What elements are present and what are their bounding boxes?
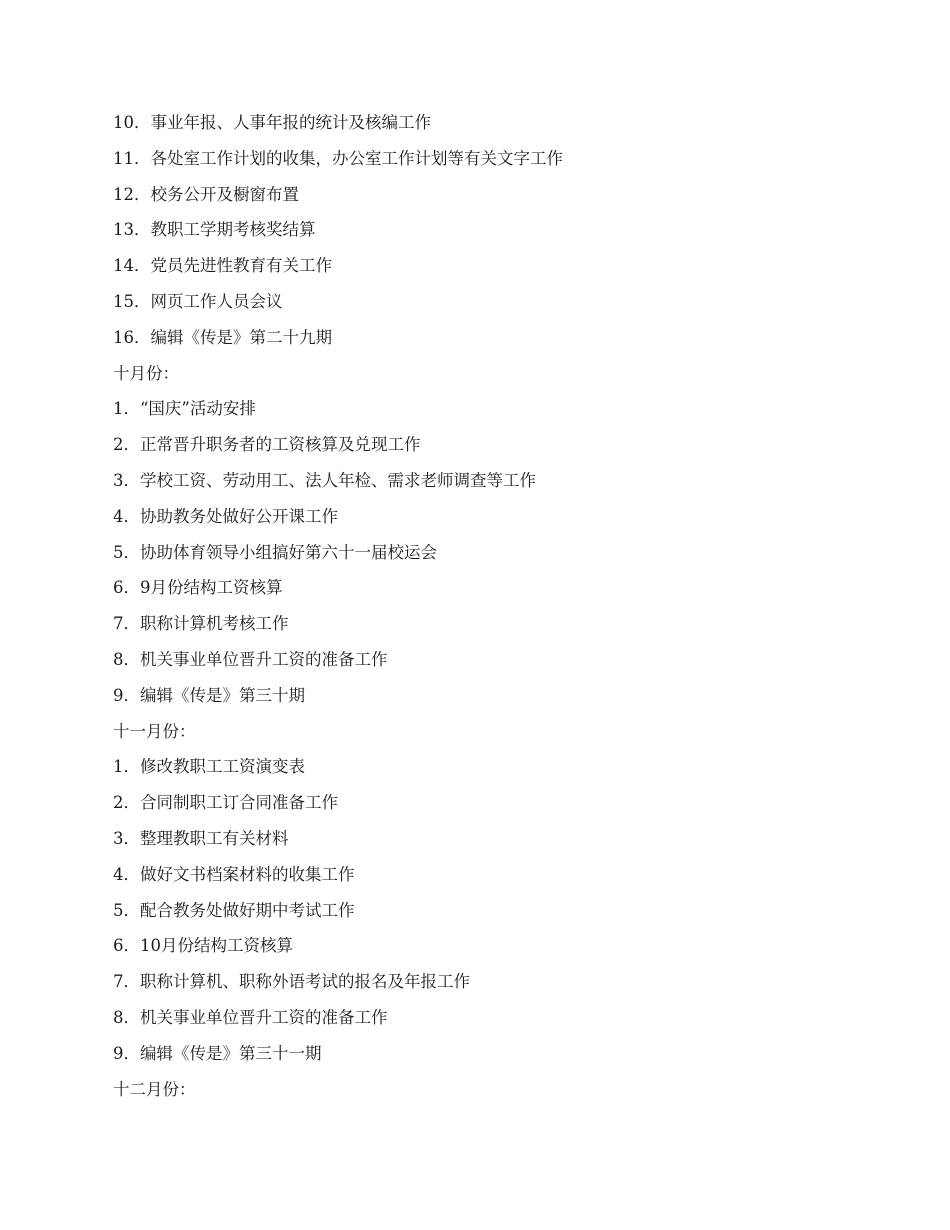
list-item: 10．事业年报、人事年报的统计及核编工作: [113, 113, 431, 132]
list-item: 4．做好文书档案材料的收集工作: [113, 864, 355, 884]
list-item: 5．协助体育领导小组搞好第六十一届校运会: [113, 542, 437, 562]
list-item: 5．配合教务处做好期中考试工作: [113, 900, 355, 920]
list-item: 11．各处室工作计划的收集，办公室工作计划等有关文字工作: [113, 148, 563, 168]
list-item: 1．“国庆”活动安排: [113, 399, 256, 419]
month-heading-october: 十月份：: [113, 363, 179, 383]
list-item: 3．学校工资、劳动用工、法人年检、需求老师调查等工作: [113, 470, 536, 490]
list-item: 7．职称计算机、职称外语考试的报名及年报工作: [113, 972, 470, 992]
list-item: 3．整理教职工有关材料: [113, 828, 289, 848]
month-heading-november: 十一月份：: [113, 721, 196, 741]
list-item: 7．职称计算机考核工作: [113, 614, 289, 634]
list-item: 6．9月份结构工资核算: [113, 578, 283, 598]
list-item: 15．网页工作人员会议: [113, 291, 283, 311]
list-item: 6．10月份结构工资核算: [113, 936, 293, 956]
list-item: 9．编辑《传是》第三十期: [113, 685, 305, 705]
month-heading-december: 十二月份：: [113, 1079, 196, 1099]
list-item: 1．修改教职工工资演变表: [113, 757, 305, 777]
list-item: 12．校务公开及橱窗布置: [113, 184, 299, 204]
list-item: 8．机关事业单位晋升工资的准备工作: [113, 1007, 388, 1027]
list-item: 14．党员先进性教育有关工作: [113, 256, 332, 276]
list-item: 9．编辑《传是》第三十一期: [113, 1043, 322, 1063]
list-item: 8．机关事业单位晋升工资的准备工作: [113, 649, 388, 669]
list-item: 4．协助教务处做好公开课工作: [113, 506, 338, 526]
list-item: 2．合同制职工订合同准备工作: [113, 793, 338, 813]
list-item: 2．正常晋升职务者的工资核算及兑现工作: [113, 435, 421, 455]
list-item: 16．编辑《传是》第二十九期: [113, 327, 332, 347]
document-page: [113, 105, 833, 1107]
list-item: 13．教职工学期考核奖结算: [113, 220, 316, 240]
